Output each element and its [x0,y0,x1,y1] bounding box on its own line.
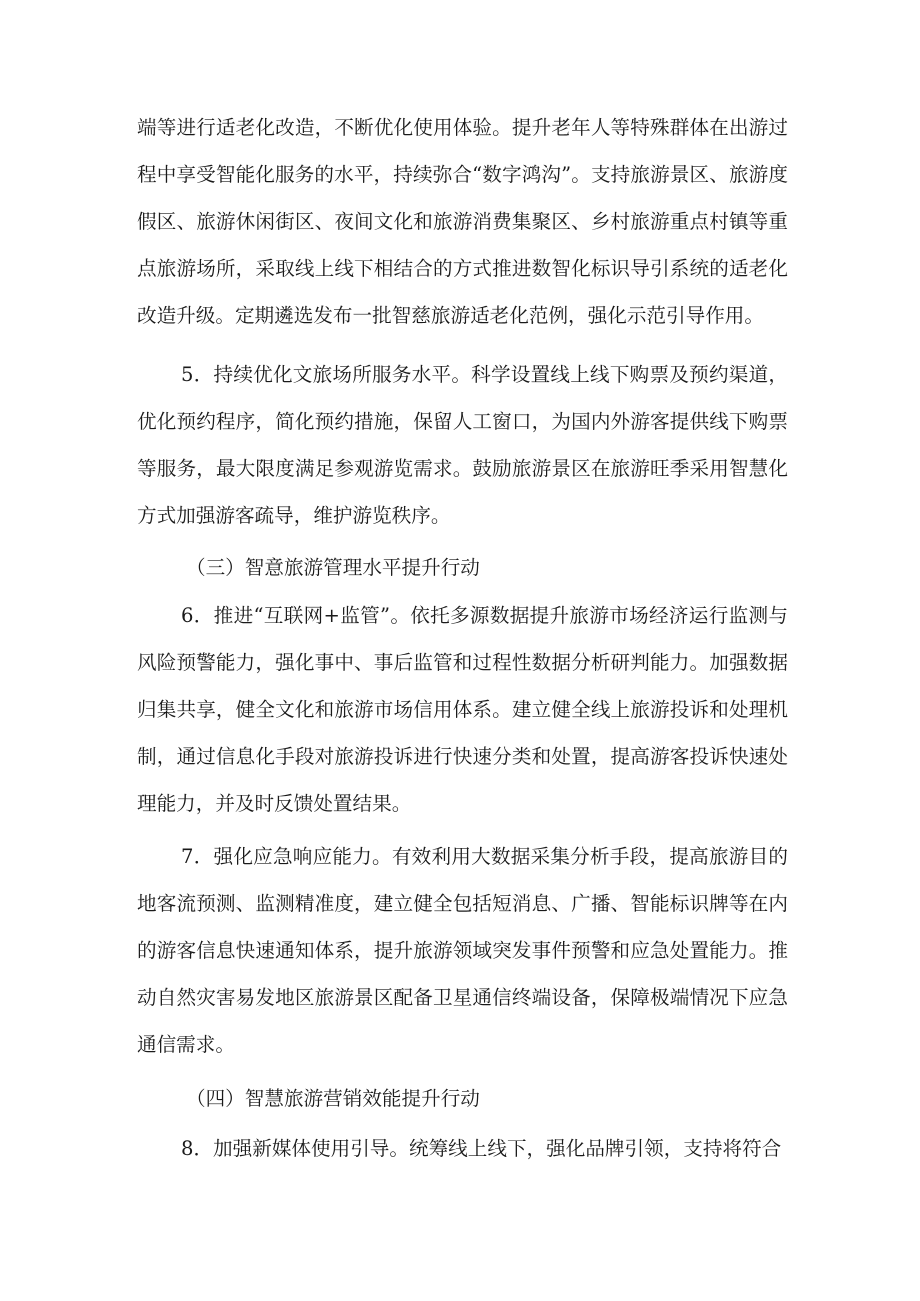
paragraph-item-8: 8．加强新媒体使用引导。统筹线上线下，强化品牌引领，支持将符合 [181,1137,782,1160]
paragraph-aging-friendly: 端等进行适老化改造，不断优化使用体验。提升老年人等特殊群体在出游过程中享受智能化服务的水平，持续弥合“数字鸿沟”。支持旅游景区、旅游度假区、旅游休闲街区、夜间文化和旅游消费集聚区、乡村旅游重点村镇等重点旅游场所，采取线上线下相结合的方式推进数智化标识导引系统的适老化改造升级。定期遴选发布一批智慈旅游适老化范例，强化示范引导作用。 [137,116,788,327]
paragraph-item-6: 6．推进“互联网+监管”。依托多源数据提升旅游市场经济运行监测与风险预警能力，强化事中、事后监管和过程性数据分析研判能力。加强数据归集共享，健全文化和旅游市场信用体系。建立健全线上旅游投诉和处理机制，通过信息化手段对旅游投诉进行快速分类和处置，提高游客投诉快速处理能力，并及时反馈处置结果。 [137,604,788,815]
paragraph-item-7: 7．强化应急响应能力。有效利用大数据采集分析手段，提高旅游目的地客流预测、监测精准度，建立健全包括短消息、广播、智能标识牌等在内的游客信息快速通知体系，提升旅游领域突发事件预警和应急处置能力。推动自然灾害易发地区旅游景区配备卫星通信终端设备，保障极端情况下应急通信需求。 [137,845,788,1056]
paragraph-item-5: 5．持续优化文旅场所服务水平。科学设置线上线下购票及预约渠道，优化预约程序，简化预约措施，保留人工窗口，为国内外游客提供线下购票等服务，最大限度满足参观游览需求。鼓励旅游景区在旅游旺季采用智慧化方式加强游客疏导，维护游览秩序。 [137,363,788,527]
section-heading-3: （三）智意旅游管理水平提升行动 [186,556,480,579]
section-heading-4: （四）智慧旅游营销效能提升行动 [186,1087,480,1110]
